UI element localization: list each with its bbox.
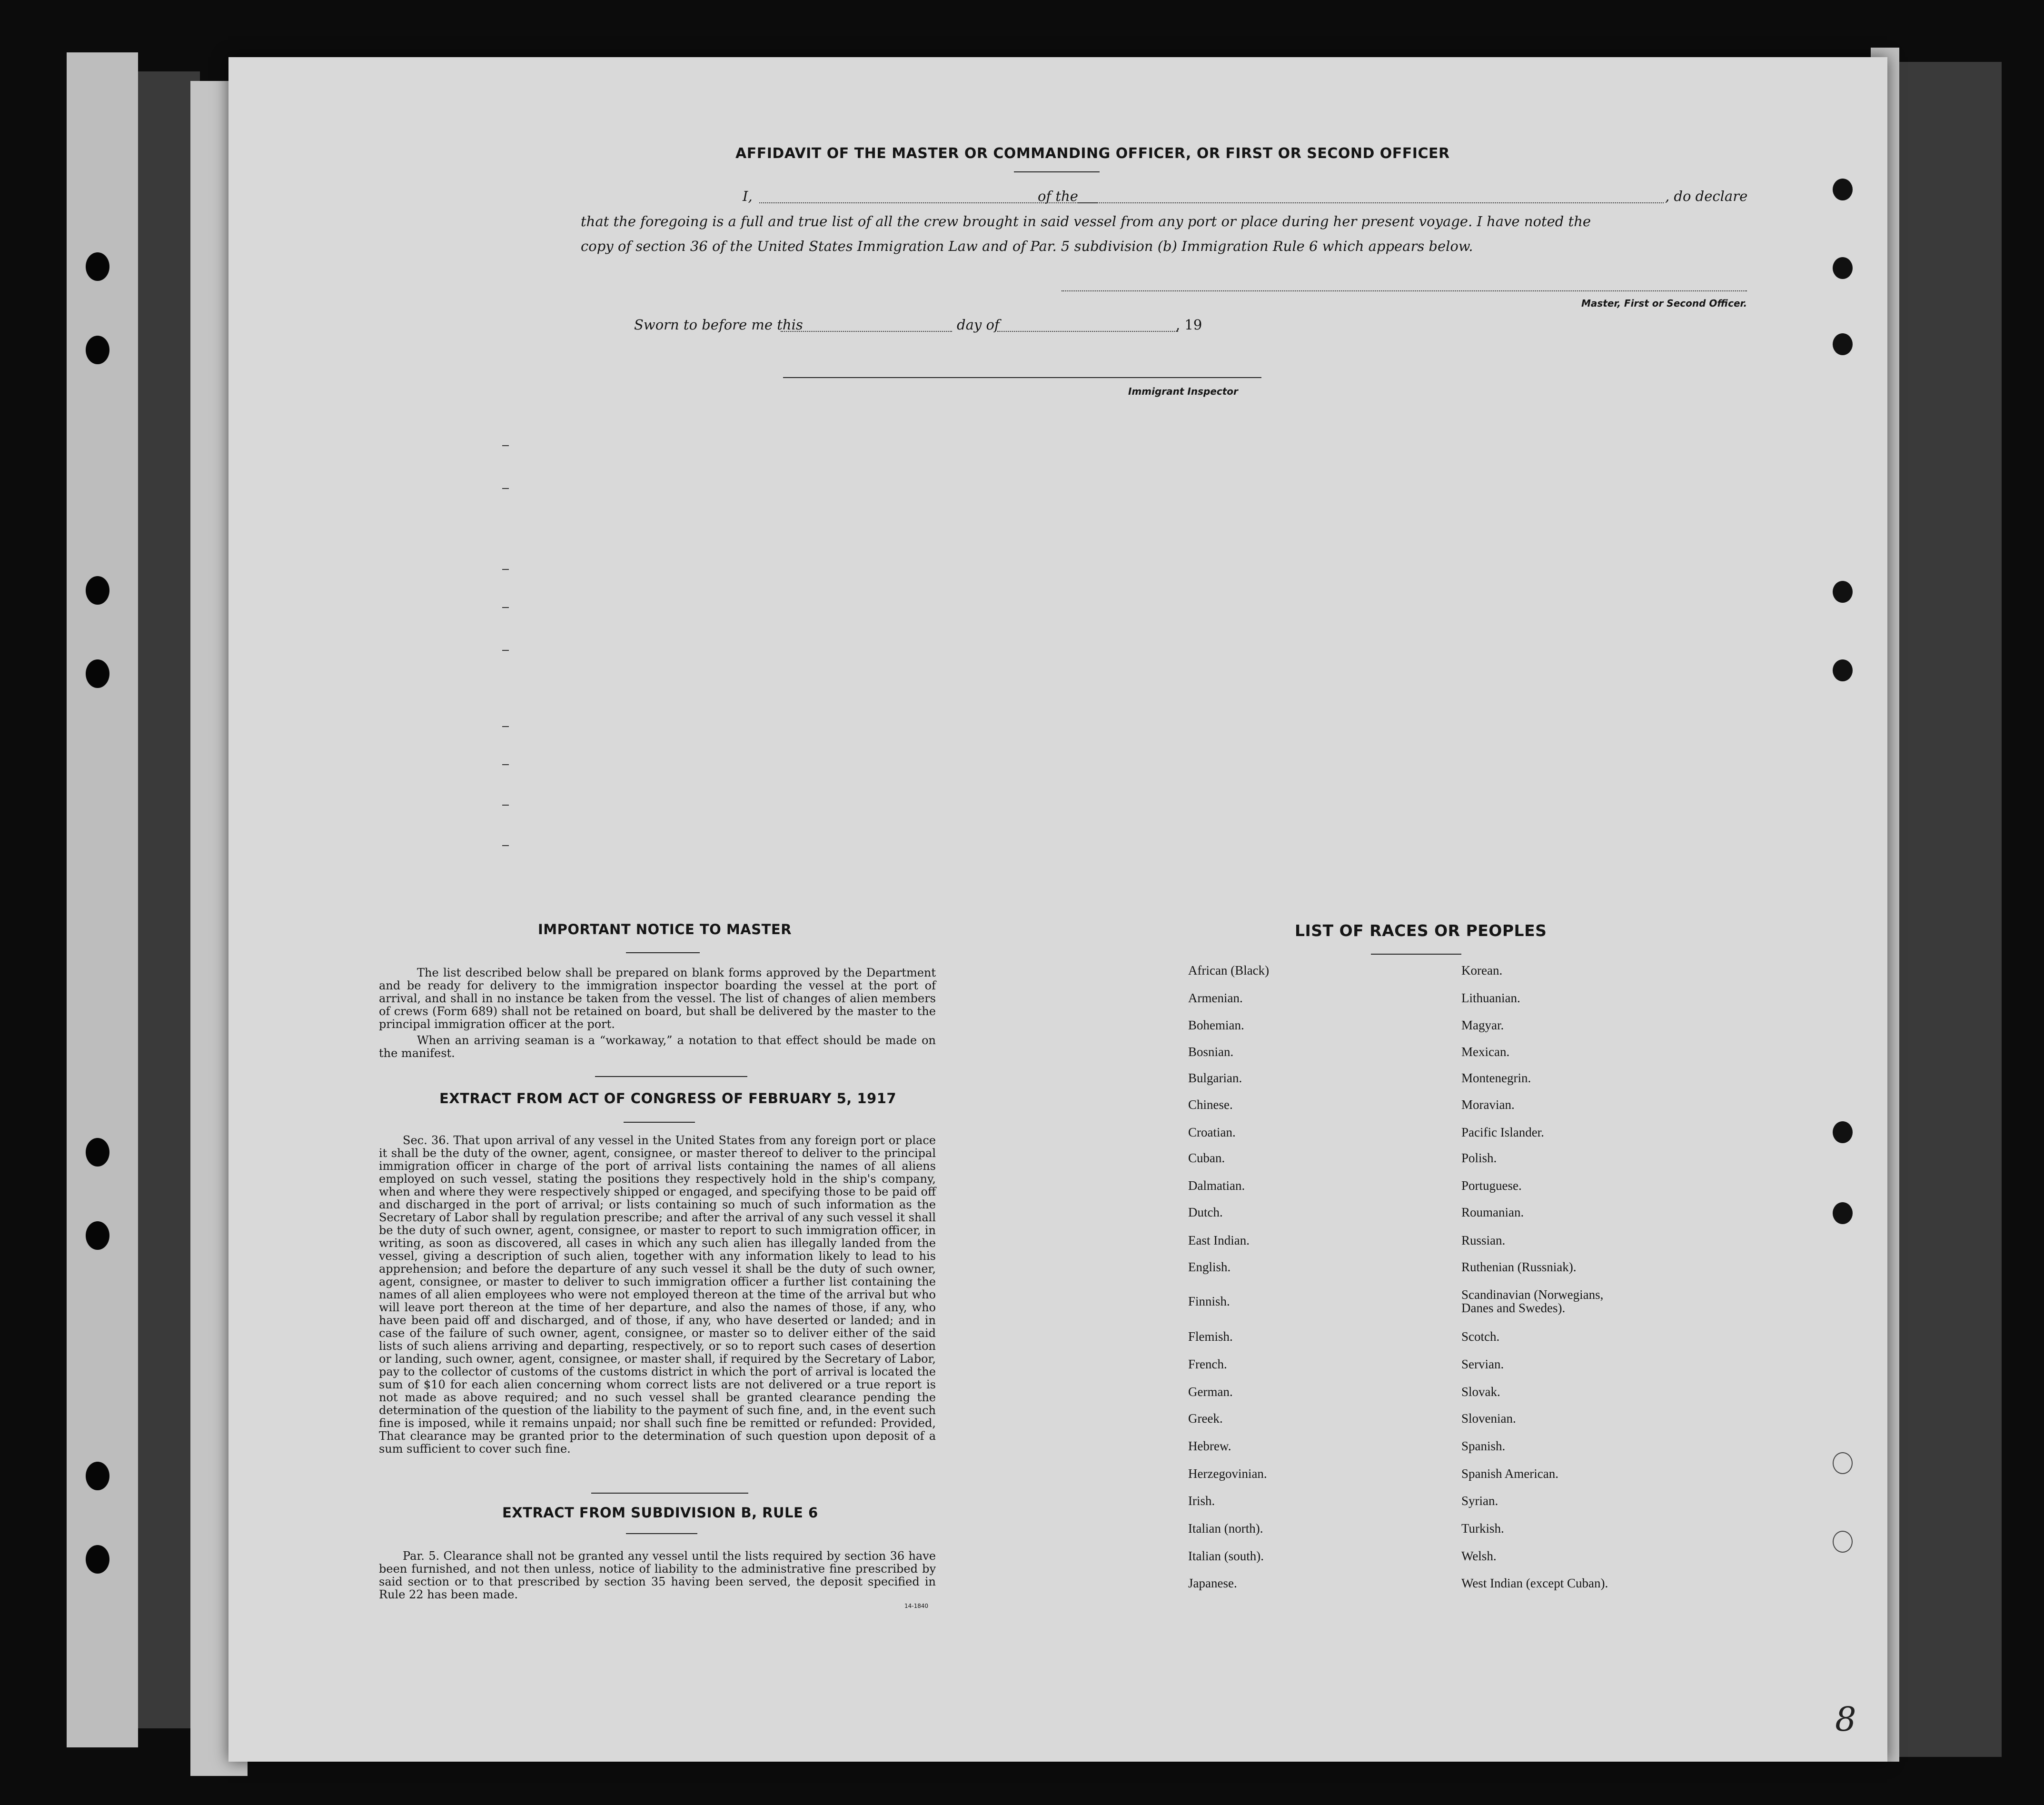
- race-item: Mexican.: [1461, 1045, 1510, 1059]
- vessel-blank[interactable]: [1078, 202, 1664, 203]
- race-item: Russian.: [1461, 1233, 1506, 1247]
- extract-act-text: Sec. 36. That upon arrival of any vessel in the United States from any foreign port or place it shall be the duty of the owner, agent, consignee, or master thereof to deliver to the principal immigration officer in charge of the port of arrival lists containing the names of all aliens employed on such vessel, stating the positions they respectively hold in the ship's company, when and where they were respectively shipped or engaged, and specifying those to be paid off and discharged in the port of arrival; or lists containing so much of such information as the Secretary of Labor shall by regulation prescribe; and after the arrival of any such vessel it shall be the duty of such owner, agent, consignee, or master to report to such immigration officer, in writing, as soon as discovered, all cases in which any such alien has illegally landed from the vessel, giving a description of such alien, together with any information likely to lead to his apprehension; and before the departure of any such vessel it shall be the duty of such owner, agent, consignee, or master to deliver to such immigration officer a further list containing the names of all alien employees who were not employed thereon at the time of the arrival but who will leave port thereon at the time of her departure, and also the names of those, if any, who have been paid off and discharged, and of those, if any, who have deserted or landed; and in case of the failure of such owner, agent, consignee, or master so to deliver either of the said lists of such aliens arriving and departing, respectively, or so to report such cases of desertion or landing, such owner, agent, consignee, or master shall, if required by the Secretary of Labor, pay to the collector of customs of the customs district in which the port of arrival is located the sum of $10 for each alien concerning whom correct lists are not delivered or a true report is not made as above required; and no such vessel shall be granted clearance pending the determination of the question of the liability to the payment of such fine, and, in the event such fine is imposed, while it remains unpaid; nor shall such fine be remitted or refunded: Provided, That clearance may be granted prior to the determination of such question upon deposit of a sum sufficient to cover such fine.: [379, 1134, 936, 1456]
- punch-hole: [1833, 179, 1853, 200]
- signature-blank[interactable]: [1062, 290, 1747, 291]
- extract-act-underline: [624, 1122, 695, 1123]
- race-item: Hebrew.: [1188, 1439, 1231, 1453]
- notice-title-underline: [626, 952, 700, 953]
- race-item: Bosnian.: [1188, 1045, 1234, 1059]
- punch-hole: [1833, 257, 1853, 279]
- race-item: Armenian.: [1188, 991, 1243, 1005]
- separator-line: [591, 1493, 748, 1494]
- race-item: Roumanian.: [1461, 1205, 1524, 1219]
- race-item: Slovenian.: [1461, 1411, 1516, 1426]
- race-item: West Indian (except Cuban).: [1461, 1576, 1608, 1590]
- affidavit-title-underline: [1014, 171, 1100, 172]
- punch-hole: [1833, 659, 1853, 681]
- race-item: Servian.: [1461, 1357, 1504, 1371]
- margin-mark: [502, 445, 509, 446]
- race-item: Syrian.: [1461, 1494, 1498, 1508]
- punch-hole: [86, 1221, 109, 1250]
- race-item: Korean.: [1461, 963, 1503, 977]
- race-item: Moravian.: [1461, 1097, 1515, 1112]
- margin-mark: [502, 845, 509, 846]
- sworn-month-blank[interactable]: [997, 331, 1178, 332]
- handwritten-page-number: 8: [1835, 1700, 1856, 1739]
- margin-mark: [502, 488, 509, 489]
- punch-hole: [86, 576, 109, 605]
- race-item: French.: [1188, 1357, 1227, 1371]
- punch-hole-outline: [1833, 1531, 1853, 1553]
- race-item: Slovak.: [1461, 1385, 1500, 1399]
- affidavit-line-2: that the foregoing is a full and true list of all the crew brought in said vessel from any port or place during her present voyage. I have noted the: [581, 213, 1591, 229]
- race-item: Dutch.: [1188, 1205, 1223, 1219]
- inspector-signature-line[interactable]: [783, 377, 1261, 378]
- race-item: Pacific Islander.: [1461, 1125, 1544, 1139]
- race-item: Scandinavian (Norwegians, Danes and Swedes).: [1461, 1287, 1604, 1315]
- manifest-page: [228, 57, 1887, 1762]
- race-item: Japanese.: [1188, 1576, 1237, 1590]
- punch-hole: [1833, 333, 1853, 355]
- race-item: Spanish.: [1461, 1439, 1506, 1453]
- race-item: Chinese.: [1188, 1097, 1233, 1112]
- race-item: Croatian.: [1188, 1125, 1236, 1139]
- punch-hole: [86, 1138, 109, 1167]
- notice-paragraph-2: When an arriving seaman is a “workaway,” a notation to that effect should be made on the manifest.: [379, 1034, 936, 1060]
- race-item: Irish.: [1188, 1494, 1215, 1508]
- race-item: Turkish.: [1461, 1521, 1504, 1536]
- punch-hole: [1833, 1202, 1853, 1224]
- margin-mark: [502, 764, 509, 765]
- race-item: East Indian.: [1188, 1233, 1250, 1247]
- year-text: , 19: [1176, 317, 1202, 333]
- left-binder-strip: [67, 52, 138, 1747]
- extract-act-title: EXTRACT FROM ACT OF CONGRESS OF FEBRUARY 5, 1917: [439, 1090, 897, 1107]
- day-of-text: day of: [957, 317, 1000, 333]
- margin-mark: [502, 726, 509, 727]
- punch-hole: [1833, 581, 1853, 603]
- margin-mark: [502, 607, 509, 608]
- signature-label: Master, First or Second Officer.: [1581, 298, 1747, 309]
- punch-hole-outline: [1833, 1452, 1853, 1474]
- margin-mark: [502, 805, 509, 806]
- separator-line: [595, 1076, 747, 1077]
- race-item: Dalmatian.: [1188, 1178, 1245, 1193]
- race-item: Cuban.: [1188, 1151, 1225, 1165]
- race-item: Italian (south).: [1188, 1549, 1264, 1563]
- notice-title: IMPORTANT NOTICE TO MASTER: [538, 921, 792, 937]
- race-item: Bulgarian.: [1188, 1071, 1242, 1085]
- race-item: Bohemian.: [1188, 1018, 1244, 1032]
- punch-hole: [86, 1545, 109, 1574]
- race-item: African (Black): [1188, 963, 1270, 977]
- extract-rule-title: EXTRACT FROM SUBDIVISION B, RULE 6: [502, 1505, 818, 1521]
- race-item: Polish.: [1461, 1151, 1497, 1165]
- race-item: Ruthenian (Russniak).: [1461, 1260, 1577, 1274]
- punch-hole: [86, 336, 109, 364]
- affidavit-title: AFFIDAVIT OF THE MASTER OR COMMANDING OFFICER, OR FIRST OR SECOND OFFICER: [735, 145, 1450, 162]
- right-dark-strip: [1892, 62, 2002, 1757]
- punch-hole: [86, 252, 109, 281]
- sworn-text: Sworn to before me this: [634, 317, 803, 333]
- race-item: Scotch.: [1461, 1329, 1500, 1344]
- race-item: Herzegovinian.: [1188, 1466, 1267, 1481]
- race-item: Spanish American.: [1461, 1466, 1558, 1481]
- race-item: Finnish.: [1188, 1294, 1230, 1308]
- race-item: Montenegrin.: [1461, 1071, 1531, 1085]
- affidavit-of-the: of the: [1038, 188, 1078, 204]
- extract-rule-text: Par. 5. Clearance shall not be granted any vessel until the lists required by section 36 have been furnished, and not then unless, notice of liability to the administrative fine prescribed by said section or to that prescribed by section 35 having been served, the deposit specified in Rule 22 has been made.: [379, 1549, 936, 1601]
- races-title: LIST OF RACES OR PEOPLES: [1295, 921, 1547, 940]
- notice-paragraph-1: The list described below shall be prepared on blank forms approved by the Department and be ready for delivery to the immigration inspector boarding the vessel at the port of arrival, and shall in no instance be taken from the vessel. The list of changes of alien members of crews (Form 689) shall not be retained on board, but shall be delivered by the master to the principal immigration officer at the port.: [379, 966, 936, 1031]
- punch-hole: [86, 1462, 109, 1490]
- punch-hole: [86, 659, 109, 688]
- race-item: Magyar.: [1461, 1018, 1504, 1032]
- margin-mark: [502, 650, 509, 651]
- race-item: English.: [1188, 1260, 1231, 1274]
- extract-rule-underline: [626, 1533, 697, 1534]
- race-item: Lithuanian.: [1461, 991, 1520, 1005]
- race-item: Welsh.: [1461, 1549, 1497, 1563]
- inspector-label: Immigrant Inspector: [1128, 386, 1238, 397]
- punch-hole: [1833, 1121, 1853, 1143]
- affidavit-i: I,: [743, 188, 753, 204]
- race-item: Portuguese.: [1461, 1178, 1522, 1193]
- sworn-day-blank[interactable]: [781, 331, 952, 332]
- form-number: 14-1840: [904, 1603, 929, 1609]
- margin-mark: [502, 569, 509, 570]
- race-item: Greek.: [1188, 1411, 1223, 1426]
- race-item: Italian (north).: [1188, 1521, 1263, 1536]
- race-item: German.: [1188, 1385, 1233, 1399]
- races-title-underline: [1371, 954, 1461, 955]
- affidavit-do-declare: , do declare: [1665, 188, 1748, 204]
- affidavit-line-3: copy of section 36 of the United States Immigration Law and of Par. 5 subdivision (b) Immigration Rule 6 which appears below.: [581, 238, 1473, 254]
- race-item: Flemish.: [1188, 1329, 1233, 1344]
